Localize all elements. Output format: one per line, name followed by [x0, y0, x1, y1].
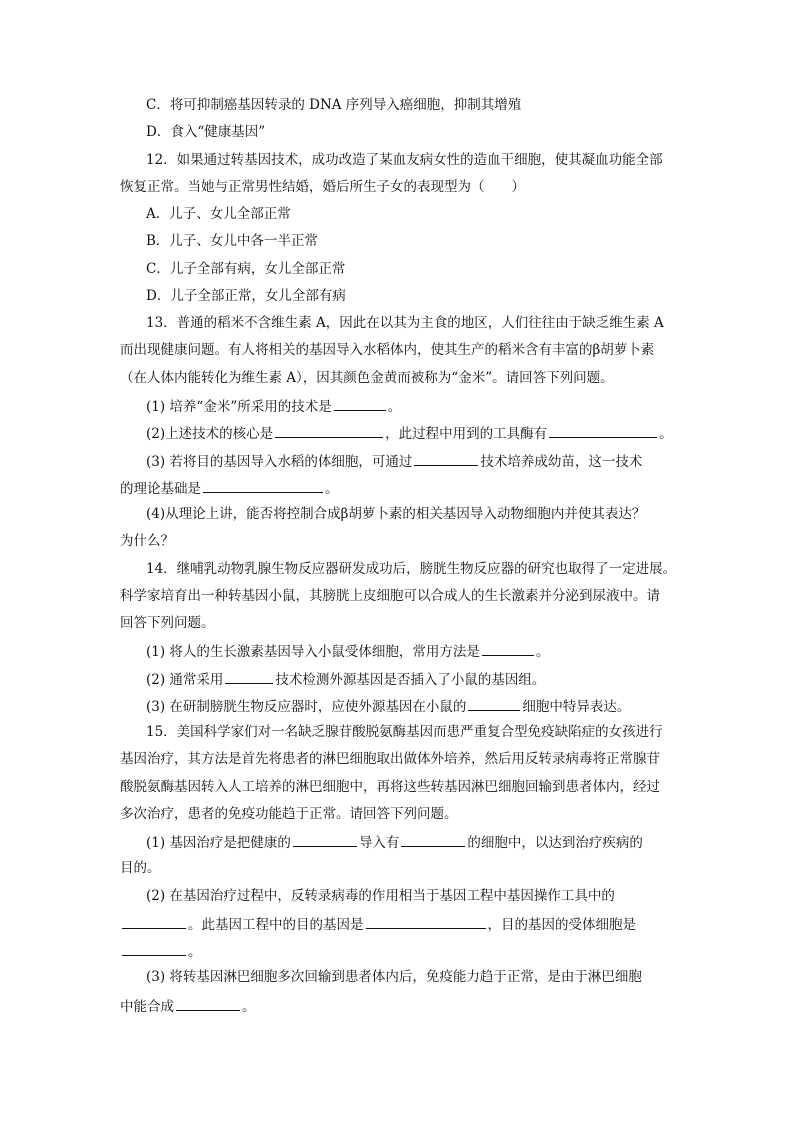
- option-d-q12: D．儿子全部正常，女儿全部有病: [146, 288, 346, 304]
- option-c-q12: C．儿子全部有病，女儿全部正常: [146, 261, 346, 277]
- question-12-line-2: 恢复正常。当她与正常男性结婚，婚后所生子女的表现型为（ ）: [120, 179, 525, 195]
- question-15-line-4: 多次治疗，患者的免疫功能趋于正常。请回答下列问题。: [120, 806, 458, 822]
- answer-blank[interactable]: [293, 832, 357, 847]
- question-12-line-1: 12．如果通过转基因技术，成功改造了某血友病女性的造血干细胞，使其凝血功能全部: [146, 152, 663, 168]
- q13-part-4-line-1: (4)从理论上讲，能否将控制合成β胡萝卜素的相关基因导入动物细胞内并使其表达？: [146, 506, 646, 522]
- question-13-line-2: 而出现健康问题。有人将相关的基因导入水稻体内，使其生产的稻米含有丰富的β胡萝卜素: [120, 342, 655, 358]
- answer-blank[interactable]: [414, 451, 478, 466]
- q15-part-2-line-1: (2) 在基因治疗过程中，反转录病毒的作用相当于基因工程中基因操作工具中的: [146, 888, 615, 904]
- answer-blank[interactable]: [122, 914, 186, 929]
- option-d-q11: D．食入“健康基因”: [146, 124, 266, 140]
- answer-blank[interactable]: [482, 641, 534, 656]
- answer-blank[interactable]: [401, 832, 465, 847]
- question-13-line-1: 13．普通的稻米不含维生素 A，因此在以其为主食的地区，人们往往由于缺乏维生素 A: [146, 315, 664, 331]
- q15-part-2-line-3: 。: [120, 941, 680, 961]
- answer-blank[interactable]: [225, 669, 273, 684]
- q15-part-1-line-1: (1) 基因治疗是把健康的 导入有 的细胞中，以达到治疗疾病的: [146, 832, 706, 852]
- answer-blank[interactable]: [176, 996, 240, 1011]
- question-14-line-3: 回答下列问题。: [120, 615, 215, 631]
- answer-blank[interactable]: [203, 478, 323, 493]
- question-15-line-2: 基因治疗，其方法是首先将患者的淋巴细胞取出做体外培养，然后用反转录病毒将正常腺苷: [120, 751, 660, 767]
- q13-part-3-line-2: 的理论基础是 。: [120, 478, 680, 498]
- answer-blank[interactable]: [549, 423, 657, 438]
- q15-part-3-line-1: (3) 将转基因淋巴细胞多次回输到患者体内后，免疫能力趋于正常，是由于淋巴细胞: [146, 969, 642, 985]
- answer-blank[interactable]: [468, 696, 520, 711]
- question-13-line-3: （在人体内能转化为维生素 A），因其颜色金黄而被称为“金米”。请回答下列问题。: [120, 370, 614, 386]
- q15-part-3-line-2: 中能合成 。: [120, 996, 680, 1016]
- option-c-q11: C．将可抑制癌基因转录的 DNA 序列导入癌细胞，抑制其增殖: [146, 97, 522, 113]
- question-15-line-3: 酸脱氨酶基因转入人工培养的淋巴细胞中，再将这些转基因淋巴细胞回输到患者体内，经过: [120, 779, 660, 795]
- option-a-q12: A．儿子、女儿全部正常: [146, 206, 291, 222]
- q14-part-1: (1) 将人的生长激素基因导入小鼠受体细胞，常用方法是 。: [146, 641, 706, 661]
- q13-part-4-line-2: 为什么？: [120, 533, 174, 549]
- answer-blank[interactable]: [366, 914, 486, 929]
- q13-part-2: (2)上述技术的核心是 ，此过程中用到的工具酶有 。: [146, 423, 706, 443]
- q14-part-2: (2) 通常采用 技术检测外源基因是否插入了小鼠的基因组。: [146, 669, 706, 689]
- q13-part-3-line-1: (3) 若将目的基因导入水稻的体细胞，可通过 技术培养成幼苗，这一技术: [146, 451, 706, 471]
- q15-part-2-line-2: 。此基因工程中的目的基因是 ，目的基因的受体细胞是: [120, 914, 680, 934]
- answer-blank[interactable]: [275, 423, 383, 438]
- question-14-line-2: 科学家培育出一种转基因小鼠，其膀胱上皮细胞可以合成人的生长激素并分泌到尿液中。请: [120, 588, 660, 604]
- q15-part-1-line-2: 目的。: [120, 860, 161, 876]
- answer-blank[interactable]: [122, 941, 186, 956]
- q13-part-1: (1) 培养“金米”所采用的技术是 。: [146, 396, 706, 416]
- answer-blank[interactable]: [334, 396, 386, 411]
- question-15-line-1: 15．美国科学家们对一名缺乏腺苷酸脱氨酶基因而患严重复合型免疫缺陷症的女孩进行: [146, 724, 663, 740]
- question-14-line-1: 14．继哺乳动物乳腺生物反应器研发成功后，膀胱生物反应器的研究也取得了一定进展。: [146, 561, 677, 577]
- option-b-q12: B．儿子、女儿中各一半正常: [146, 233, 318, 249]
- q14-part-3: (3) 在研制膀胱生物反应器时，应使外源基因在小鼠的 细胞中特异表达。: [146, 696, 706, 716]
